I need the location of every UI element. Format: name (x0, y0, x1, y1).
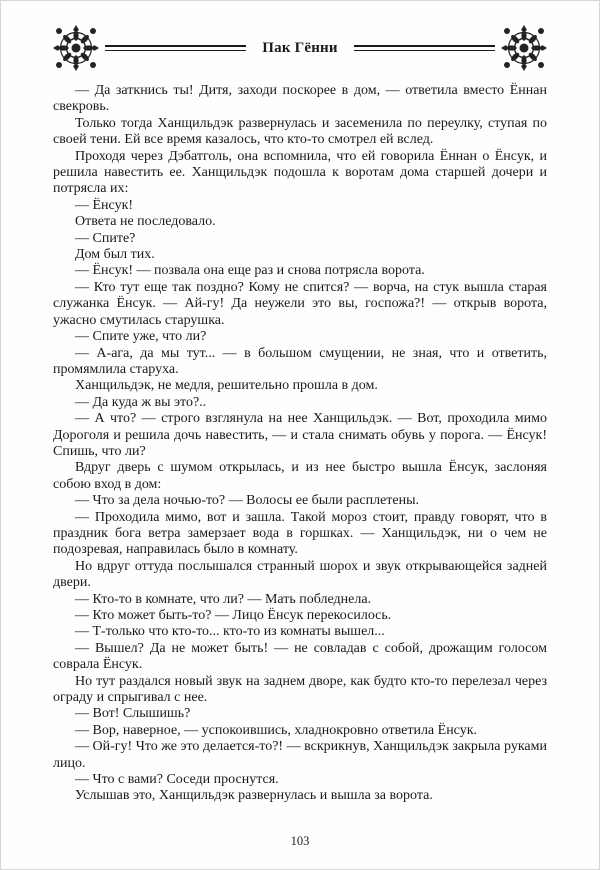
paragraph: Вдруг дверь с шумом открылась, и из нее быстро вышла Ёнсук, заслоняя собою вход в дом: (53, 460, 547, 492)
paragraph: — Кто может быть-то? — Лицо Ёнсук перекосилось. (75, 608, 392, 623)
paragraph: Ханщильдэк, не медля, решительно прошла в дом. (75, 378, 378, 394)
paragraph: Но вдруг оттуда послышался странный шорох и звук открывающейся задней двери. (53, 558, 547, 591)
paragraph: — Ёнсук! (75, 197, 134, 213)
paragraph: — Ёнсук! — позвала она еще раз и снова потрясла ворота. (75, 263, 425, 279)
paragraph: — Кто-то в комнате, что ли? — Мать побледнела. (75, 591, 372, 607)
page-title: Пак Гённи (262, 39, 338, 56)
paragraph: Ответа не последовало. (75, 214, 216, 230)
paragraph: — Да заткнись ты! Дитя, заходи поскорее в дом, — ответила вместо Ённан свекровь. (53, 83, 547, 115)
paragraph: — А что? — строго взглянула на нее Ханщильдэк. — Вот, проходила мимо Дороголя и решила дочь навестить, — и стала снимать обувь у порога. — Ёнсук! Спишь, что ли? (53, 411, 547, 459)
paragraph: — Что за дела ночью-то? — Волосы ее были расплетены. (75, 493, 420, 509)
double-rule-left (105, 45, 246, 51)
paragraph: — Что с вами? Соседи проснутся. (75, 772, 279, 788)
paragraph: Услышав это, Ханщильдэк развернулась и вышла за ворота. (75, 788, 433, 804)
paragraph: — Вот! Слышишь? (75, 706, 191, 722)
paragraph: — Вышел? Да не может быть! — не совладав с собой, дрожащим голосом соврала Ёнсук. (53, 640, 547, 673)
paragraph: Только тогда Ханщильдэк развернулась и засеменила по переулку, ступая по своей тени. Ей все время казалось, что кто-то смотрел ей вслед. (53, 115, 547, 148)
paragraph: — Кто тут еще так поздно? Кому не спится? — ворча, на стук вышла старая служанка Ёнсук. — Ай-гу! Да неужели это вы, госпожа?! — открыв ворота, ужасно смутилась старушка. (53, 279, 547, 328)
paragraph: — Спите уже, что ли? (75, 329, 207, 345)
paragraph: Но тут раздался новый звук на заднем дворе, как будто кто-то перелезал через ограду и спрыгивал с нее. (53, 673, 547, 706)
double-rule-right (354, 45, 495, 51)
rosette-ornament-right-icon (501, 25, 547, 71)
page-number: 103 (290, 834, 310, 848)
paragraph: Дом был тих. (75, 247, 155, 263)
paragraph: — А-ага, да мы тут... — в большом смущении, не зная, что и ответить, промямлила старуха. (53, 345, 547, 377)
paragraph: — Вор, наверное, — успокоившись, хладнокровно ответила Ёнсук. (75, 722, 478, 738)
page-header (53, 25, 547, 71)
paragraph: — Ой-гу! Что же это делается-то?! — вскрикнув, Ханщильдэк закрыла руками лицо. (53, 739, 547, 771)
paragraph: Проходя через Дэбатголь, она вспомнила, что ей говорила Ённан о Ёнсук, и решила навестить ее. Ханщильдэк подошла к воротам дома старшей дочери и потрясла их: (53, 148, 547, 197)
paragraph: — Т-только что кто-то... кто-то из комнаты вышел... (75, 624, 385, 640)
page-text (53, 83, 547, 805)
rosette-ornament-left-icon (53, 25, 99, 71)
paragraph: — Да куда ж вы это?.. (75, 394, 207, 410)
paragraph: — Спите? (75, 230, 136, 246)
paragraph: — Проходила мимо, вот и зашла. Такой мороз стоит, правду говорят, что в праздник бога ветра замерзает вода в горшках. — Ханщильдэк, ни о чем не подозревая, направилась было в комнату. (53, 509, 547, 558)
